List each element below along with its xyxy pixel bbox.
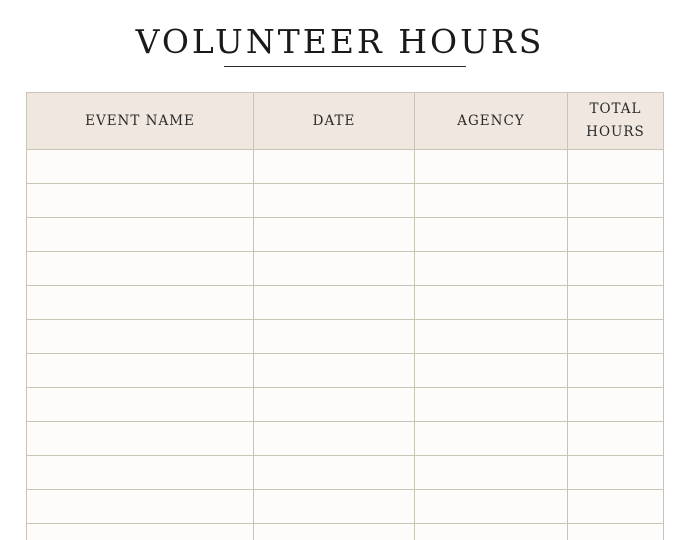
total-hours-cell[interactable]	[568, 252, 664, 286]
date-cell[interactable]	[254, 252, 415, 286]
table-row	[27, 354, 664, 388]
total-hours-cell[interactable]	[568, 184, 664, 218]
hours-log-table	[26, 92, 664, 540]
table-row	[27, 184, 664, 218]
event-name-cell[interactable]	[27, 456, 254, 490]
event-name-cell[interactable]	[27, 218, 254, 252]
table-row	[27, 218, 664, 252]
header-date-label: DATE	[312, 112, 356, 129]
header-event-name-label: EVENT NAME	[85, 112, 195, 129]
table-row	[27, 490, 664, 524]
date-cell[interactable]	[254, 422, 415, 456]
total-hours-cell[interactable]	[568, 388, 664, 422]
total-hours-cell[interactable]	[568, 354, 664, 388]
header-agency-label: AGENCY	[457, 112, 525, 129]
table-row	[27, 286, 664, 320]
date-cell[interactable]	[254, 320, 415, 354]
event-name-cell[interactable]	[27, 422, 254, 456]
table-header-row	[27, 93, 664, 150]
total-hours-cell[interactable]	[568, 490, 664, 524]
event-name-cell[interactable]	[27, 354, 254, 388]
table-row	[27, 150, 664, 184]
title-underline	[224, 66, 466, 67]
total-hours-cell[interactable]	[568, 422, 664, 456]
total-hours-cell[interactable]	[568, 286, 664, 320]
agency-cell[interactable]	[415, 286, 568, 320]
total-hours-cell[interactable]	[568, 320, 664, 354]
total-hours-cell[interactable]	[568, 524, 664, 540]
agency-cell[interactable]	[415, 150, 568, 184]
total-hours-cell[interactable]	[568, 218, 664, 252]
date-cell[interactable]	[254, 286, 415, 320]
total-hours-cell[interactable]	[568, 456, 664, 490]
date-cell[interactable]	[254, 354, 415, 388]
date-cell[interactable]	[254, 184, 415, 218]
table-row	[27, 422, 664, 456]
agency-cell[interactable]	[415, 184, 568, 218]
event-name-cell[interactable]	[27, 184, 254, 218]
event-name-cell[interactable]	[27, 320, 254, 354]
event-name-cell[interactable]	[27, 524, 254, 540]
date-cell[interactable]	[254, 490, 415, 524]
agency-cell[interactable]	[415, 524, 568, 540]
agency-cell[interactable]	[415, 422, 568, 456]
event-name-cell[interactable]	[27, 490, 254, 524]
agency-cell[interactable]	[415, 490, 568, 524]
event-name-cell[interactable]	[27, 150, 254, 184]
event-name-cell[interactable]	[27, 252, 254, 286]
header-date	[254, 93, 415, 150]
table-row	[27, 320, 664, 354]
header-total-hours-line1: TOTAL	[589, 101, 642, 117]
table-row	[27, 456, 664, 490]
total-hours-cell[interactable]	[568, 150, 664, 184]
date-cell[interactable]	[254, 524, 415, 540]
header-event-name	[27, 93, 254, 150]
agency-cell[interactable]	[415, 218, 568, 252]
table-row	[27, 388, 664, 422]
agency-cell[interactable]	[415, 456, 568, 490]
header-agency	[415, 93, 568, 150]
header-total-hours	[568, 93, 664, 150]
date-cell[interactable]	[254, 218, 415, 252]
date-cell[interactable]	[254, 456, 415, 490]
agency-cell[interactable]	[415, 252, 568, 286]
agency-cell[interactable]	[415, 354, 568, 388]
date-cell[interactable]	[254, 388, 415, 422]
header-total-hours-line2: HOURS	[586, 124, 645, 140]
agency-cell[interactable]	[415, 388, 568, 422]
event-name-cell[interactable]	[27, 388, 254, 422]
page-title: VOLUNTEER HOURS	[135, 22, 545, 61]
event-name-cell[interactable]	[27, 286, 254, 320]
date-cell[interactable]	[254, 150, 415, 184]
agency-cell[interactable]	[415, 320, 568, 354]
table-row	[27, 524, 664, 540]
table-row	[27, 252, 664, 286]
table-body	[27, 150, 664, 540]
